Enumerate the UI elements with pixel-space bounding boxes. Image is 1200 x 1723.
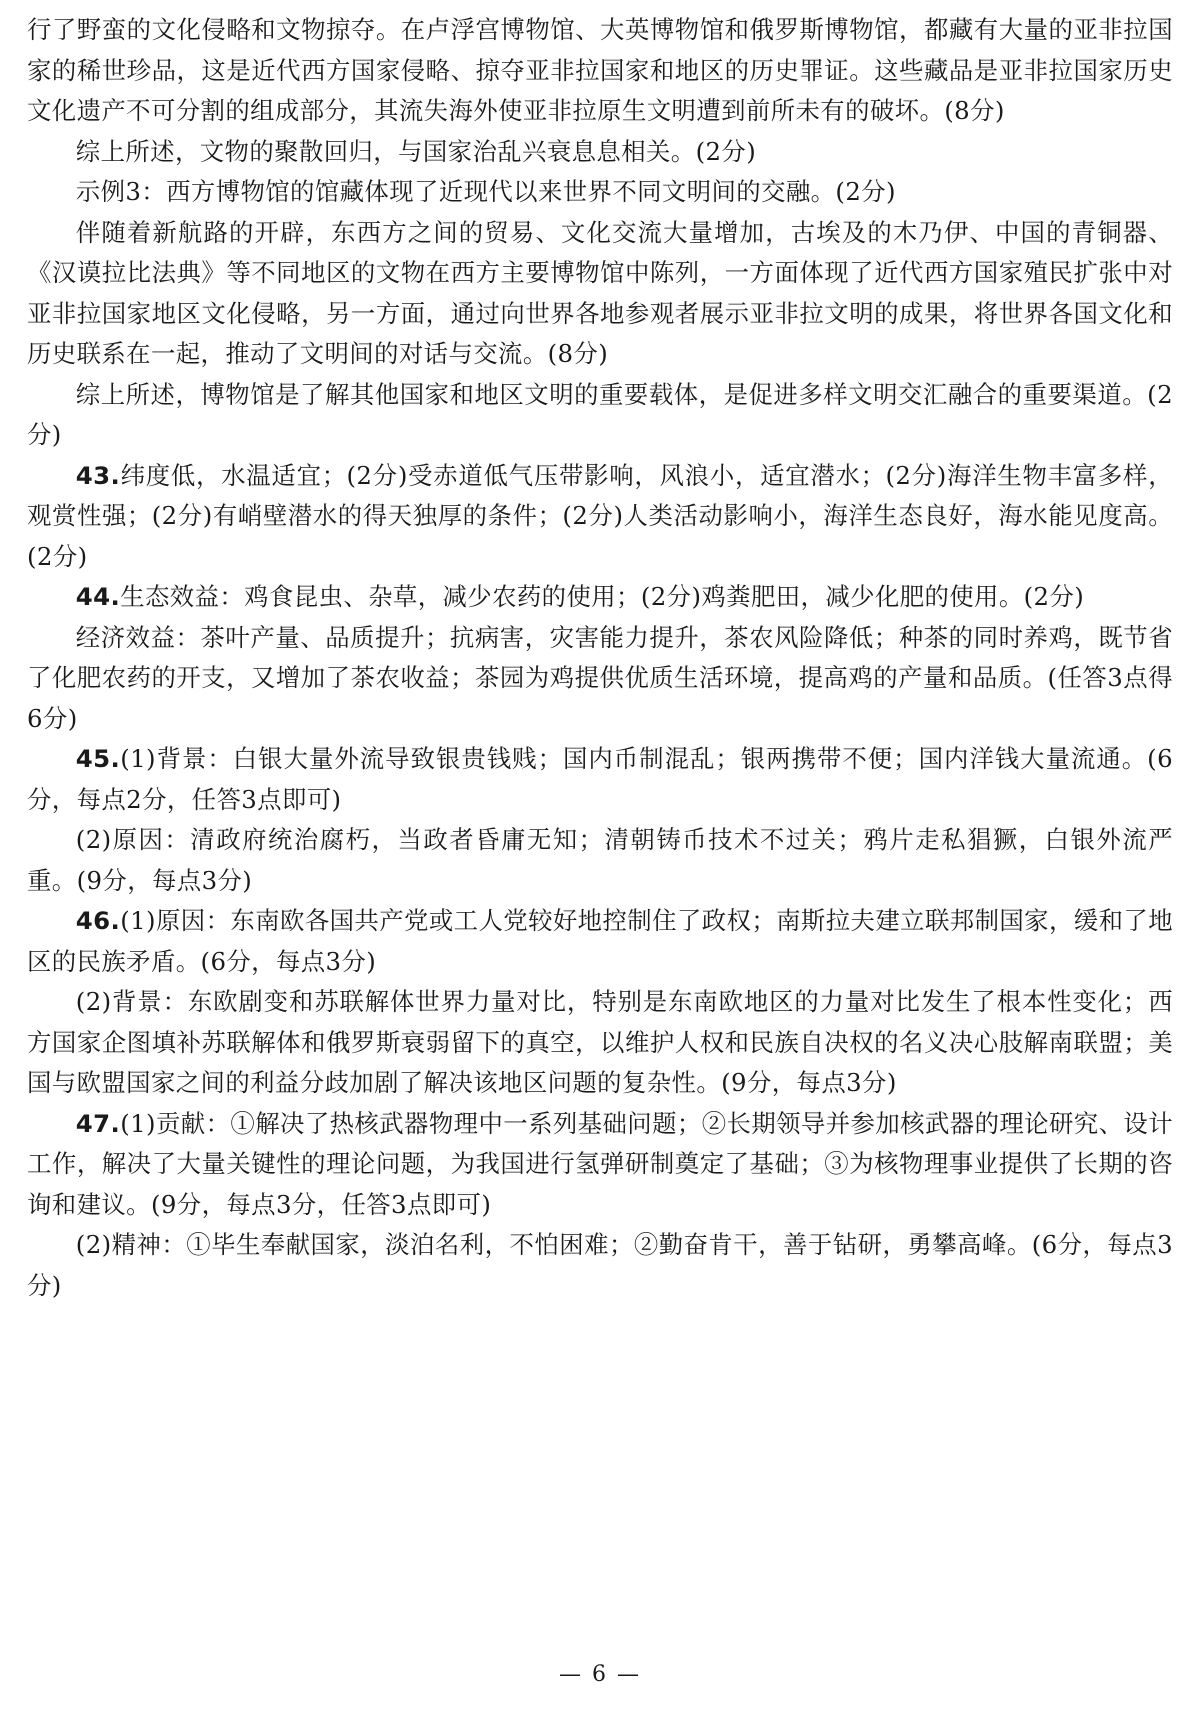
question-number: 43. [75,460,121,490]
answer-45-part-2 [27,820,1173,901]
paragraph-example-3 [27,172,1173,213]
answer-text: (1)贡献：①解决了热核武器物理中一系列基础问题；②长期领导并参加核武器的理论研究、设计工作，解决了大量关键性的理论问题，为我国进行氢弹研制奠定了基础；③为核物理事业提供了长期的咨询和建议。(9分，每点3分，任答3点即可) [27,1108,1173,1219]
question-number: 47. [75,1108,121,1138]
paragraph-text: 示例3：西方博物馆的馆藏体现了近现代以来世界不同文明间的交融。(2分) [75,177,896,206]
answer-text: 纬度低，水温适宜；(2分)受赤道低气压带影响，风浪小，适宜潜水；(2分)海洋生物丰富多样，观赏性强；(2分)有峭壁潜水的得天独厚的条件；(2分)人类活动影响小，海洋生态良好，海水能见度高。(2分) [27,460,1173,571]
answer-text-body [27,10,1173,1306]
answer-text: (2)原因：清政府统治腐朽，当政者昏庸无知；清朝铸币技术不过关；鸦片走私猖獗，白银外流严重。(9分，每点3分) [27,825,1173,895]
answer-46-part-2 [27,982,1173,1104]
answer-44-ecological [27,577,1173,618]
paragraph-summary-museum [27,375,1173,456]
answer-47-part-1 [27,1104,1173,1226]
paragraph-summary-relics [27,132,1173,173]
answer-45-part-1 [27,739,1173,820]
paragraph-text: 伴随着新航路的开辟，东西方之间的贸易、文化交流大量增加，古埃及的木乃伊、中国的青铜器、《汉谟拉比法典》等不同地区的文物在西方主要博物馆中陈列，一方面体现了近代西方国家殖民扩张中对亚非拉国家地区文化侵略，另一方面，通过向世界各地参观者展示亚非拉文明的成果，将世界各国文化和历史联系在一起，推动了文明间的对话与交流。(8分) [27,217,1173,368]
answer-47-part-2 [27,1225,1173,1306]
answer-44-economic [27,618,1173,740]
answer-43 [27,456,1173,578]
answer-text: (1)原因：东南欧各国共产党或工人党较好地控制住了政权；南斯拉夫建立联邦制国家，缓和了地区的民族矛盾。(6分，每点3分) [27,906,1173,976]
paragraph-text: 综上所述，博物馆是了解其他国家和地区文明的重要载体，是促进多样文明交汇融合的重要渠道。(2分) [27,379,1173,449]
question-number: 45. [75,744,121,773]
answer-46-part-1 [27,901,1173,982]
paragraph-text: 行了野蛮的文化侵略和文物掠夺。在卢浮宫博物馆、大英博物馆和俄罗斯博物馆，都藏有大量的亚非拉国家的稀世珍品，这是近代西方国家侵略、掠夺亚非拉国家和地区的历史罪证。这些藏品是亚非拉国家历史文化遗产不可分割的组成部分，其流失海外使亚非拉原生文明遭到前所未有的破坏。(8分) [27,15,1173,125]
question-number: 44. [75,582,121,611]
paragraph-text: 综上所述，文物的聚散回归，与国家治乱兴衰息息相关。(2分) [75,136,757,166]
paragraph-cultural-plunder [27,10,1173,132]
answer-text: 经济效益：茶叶产量、品质提升；抗病害，灾害能力提升，茶农风险降低；种茶的同时养鸡，既节省了化肥农药的开支，又增加了茶农收益；茶园为鸡提供优质生活环境，提高鸡的产量和品质。(任答3点得6分) [27,622,1173,733]
answer-text: 生态效益：鸡食昆虫、杂草，减少农药的使用；(2分)鸡粪肥田，减少化肥的使用。(2分) [120,582,1085,611]
question-number: 46. [75,906,121,935]
paragraph-new-routes [27,213,1173,375]
answer-text: (1)背景：白银大量外流导致银贵钱贱；国内币制混乱；银两携带不便；国内洋钱大量流通。(6分，每点2分，任答3点即可) [27,744,1173,814]
answer-text: (2)背景：东欧剧变和苏联解体世界力量对比，特别是东南欧地区的力量对比发生了根本性变化；西方国家企图填补苏联解体和俄罗斯衰弱留下的真空，以维护人权和民族自决权的名义决心肢解南联盟；美国与欧盟国家之间的利益分歧加剧了解决该地区问题的复杂性。(9分，每点3分) [27,987,1173,1097]
page-number: — 6 — [559,1662,641,1687]
answer-text: (2)精神：①毕生奉献国家，淡泊名利，不怕困难；②勤奋肯干，善于钻研，勇攀高峰。(6分，每点3分) [27,1230,1173,1300]
